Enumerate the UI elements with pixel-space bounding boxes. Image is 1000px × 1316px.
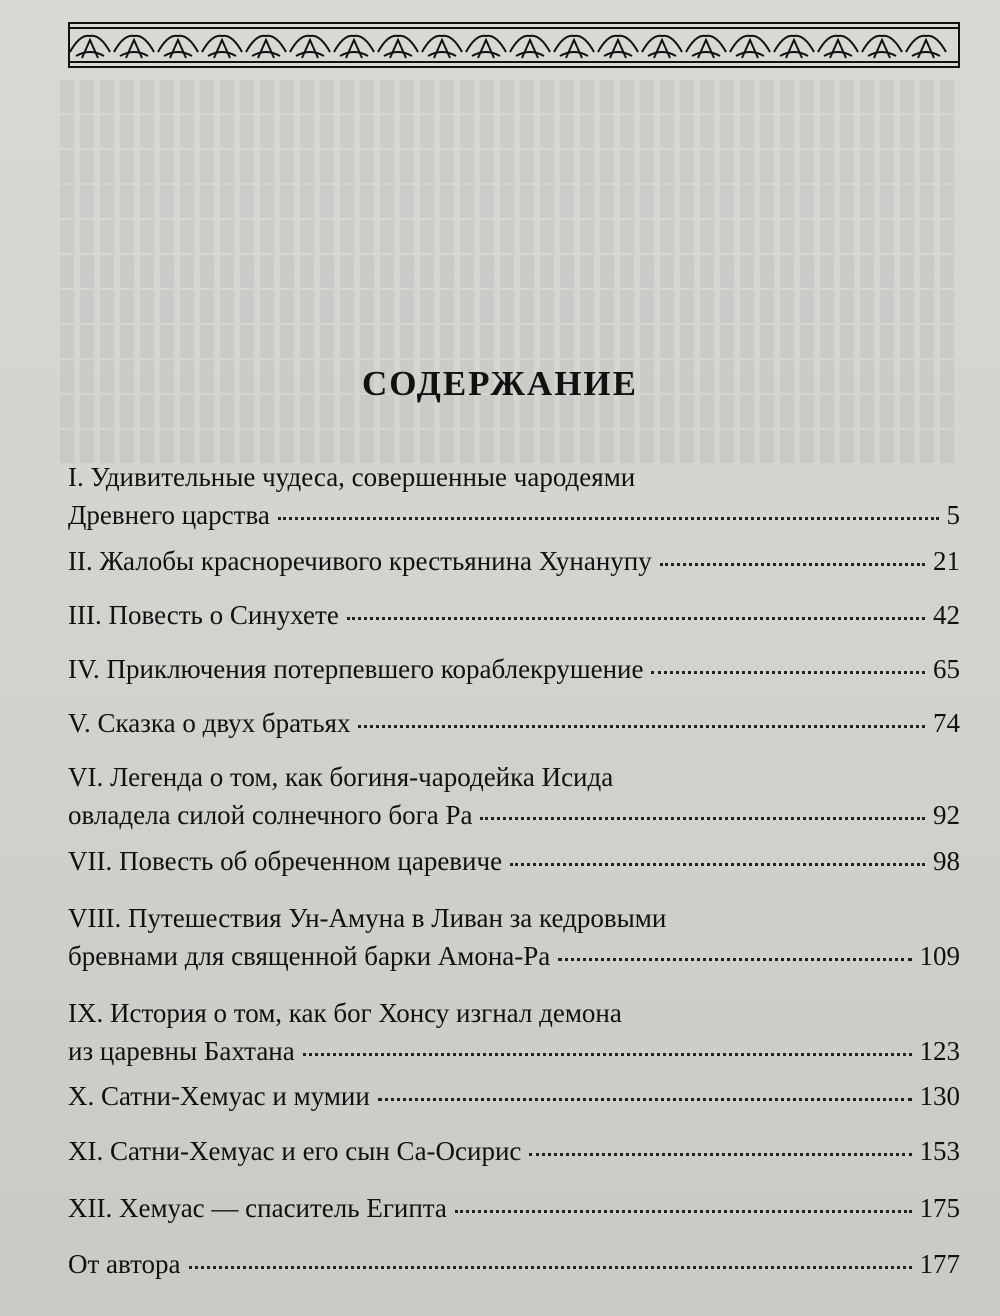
dot-leader	[510, 863, 925, 866]
dot-leader	[558, 958, 911, 961]
toc-entry-text: из царевны Бахтана	[68, 1036, 295, 1066]
toc-entry-text: X. Сатни-Хемуас и мумии	[68, 1081, 370, 1111]
dot-leader	[660, 563, 925, 566]
ornament-motif	[114, 36, 154, 58]
toc-entry-text: I. Удивительные чудеса, совершенные чародеями	[68, 462, 636, 492]
toc-entry-text: Древнего царства	[68, 500, 270, 530]
ornament-motif	[642, 36, 682, 58]
page-number: 5	[946, 500, 960, 530]
bleed-through-line	[60, 290, 960, 323]
toc-entry-2	[68, 542, 960, 580]
ornament-motif	[774, 36, 814, 58]
page-number: 21	[933, 546, 960, 576]
toc-entry-text: XII. Хемуас — спаситель Египта	[68, 1193, 447, 1223]
toc-entry-text: XI. Сатни-Хемуас и его сын Са-Осирис	[68, 1136, 522, 1166]
ornament-motif	[730, 36, 770, 58]
page-number: 175	[919, 1193, 960, 1223]
dot-leader	[189, 1266, 912, 1269]
ornament-motif	[906, 36, 946, 58]
bleed-through-line	[60, 115, 960, 148]
toc-entry-text: III. Повесть о Синухете	[68, 600, 339, 630]
toc-entry-1	[68, 458, 960, 534]
toc-entry-text: V. Сказка о двух братьях	[68, 708, 351, 738]
toc-entry-5	[68, 704, 960, 742]
ornament-motif	[466, 36, 506, 58]
ornament-motif	[554, 36, 594, 58]
toc-entry-text: IV. Приключения потерпевшего кораблекрушение	[68, 654, 644, 684]
toc-entry-text: VI. Легенда о том, как богиня-чародейка Исида	[68, 762, 614, 792]
page-number: 74	[933, 708, 960, 738]
toc-entry-3	[68, 596, 960, 634]
toc-entry-11	[68, 1132, 960, 1170]
ornament-motif	[862, 36, 902, 58]
dot-leader	[358, 725, 925, 728]
page-number: 92	[933, 800, 960, 830]
toc-entry-10	[68, 1077, 960, 1115]
ornament-motif	[422, 36, 462, 58]
toc-entry-text: II. Жалобы красноречивого крестьянина Хунанупу	[68, 546, 652, 576]
toc-entry-text: IX. История о том, как бог Хонсу изгнал демона	[68, 998, 622, 1028]
page-number: 42	[933, 600, 960, 630]
ornament-motif	[378, 36, 418, 58]
page-number: 109	[919, 941, 960, 971]
page-number: 130	[919, 1081, 960, 1111]
toc-entry-text: VII. Повесть об обреченном царевиче	[68, 846, 503, 876]
dot-leader	[303, 1053, 912, 1056]
bleed-through-text	[60, 80, 960, 465]
ornament-motif	[334, 36, 374, 58]
dot-leader	[278, 517, 939, 520]
ornament-motif	[686, 36, 726, 58]
toc-entry-13	[68, 1245, 960, 1283]
ornament-motif	[70, 36, 110, 58]
toc-entry-text: овладела силой солнечного бога Ра	[68, 800, 473, 830]
toc-entry-6	[68, 758, 960, 834]
ornament-motif	[290, 36, 330, 58]
toc-entry-text: бревнами для священной барки Амона-Ра	[68, 941, 551, 971]
decorative-border-ornament	[68, 22, 960, 68]
dot-leader	[347, 617, 925, 620]
page-number: 153	[919, 1136, 960, 1166]
dot-leader	[529, 1153, 911, 1156]
dot-leader	[378, 1098, 912, 1101]
ornament-motif	[202, 36, 242, 58]
bleed-through-line	[60, 80, 960, 113]
toc-entry-8	[68, 899, 960, 975]
toc-entry-12	[68, 1189, 960, 1227]
bleed-through-line	[60, 150, 960, 183]
ornament-motif	[510, 36, 550, 58]
toc-entry-7	[68, 842, 960, 880]
page-number: 65	[933, 654, 960, 684]
dot-leader	[480, 817, 925, 820]
bleed-through-line	[60, 255, 960, 288]
dot-leader	[455, 1210, 912, 1213]
bleed-through-line	[60, 325, 960, 358]
toc-entry-text: VIII. Путешествия Ун-Амуна в Ливан за кедровыми	[68, 903, 667, 933]
bleed-through-line	[60, 185, 960, 218]
toc-entry-4	[68, 650, 960, 688]
ornament-motif	[598, 36, 638, 58]
ornament-motif	[246, 36, 286, 58]
page-number: 98	[933, 846, 960, 876]
toc-entry-9	[68, 994, 960, 1070]
page-title: СОДЕРЖАНИЕ	[361, 364, 638, 403]
ornament-motif	[158, 36, 198, 58]
bleed-through-line	[60, 220, 960, 253]
toc-entry-text: От автора	[68, 1249, 181, 1279]
ornament-motif	[818, 36, 858, 58]
page-number: 177	[919, 1249, 960, 1279]
dot-leader	[651, 671, 925, 674]
page-number: 123	[919, 1036, 960, 1066]
